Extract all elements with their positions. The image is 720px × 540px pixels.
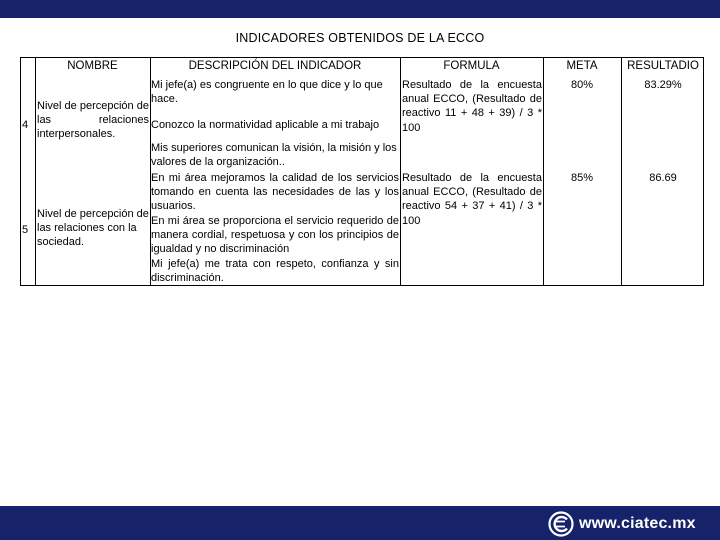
indicator-result: 86.69 [649, 172, 677, 184]
indicator-description-item: Mis superiores comunican la visión, la misión y los valores de la organización.. [151, 142, 397, 169]
header-descripcion: DESCRIPCIÓN DEL INDICADOR [188, 60, 362, 72]
indicator-formula: Resultado de la encuesta anual ECCO, (Resultado de reactivo 11 + 48 + 39) / 3 * 100 [402, 79, 542, 134]
indicator-goal: 85% [570, 172, 594, 184]
footer-brand[interactable] [548, 511, 696, 537]
indicators-table [20, 57, 704, 286]
row-number: 5 [22, 224, 29, 236]
indicator-name: Nivel de percepción de las relaciones interpersonales. [37, 100, 149, 141]
indicator-goal: 80% [570, 79, 594, 91]
page-title: INDICADORES OBTENIDOS DE LA ECCO [235, 31, 485, 45]
column-divider [400, 58, 401, 285]
indicator-description-item: En mi área mejoramos la calidad de los servicios tomando en cuenta las necesidades de las y los usuarios. [151, 172, 399, 213]
header-nombre: NOMBRE [67, 60, 118, 72]
row-number: 4 [22, 119, 29, 131]
top-banner [0, 0, 720, 18]
header-formula: FORMULA [443, 60, 500, 72]
header-resultado: RESULTADIO [627, 60, 699, 72]
indicator-description-item: Mi jefe(a) es congruente en lo que dice y lo que hace. [151, 79, 383, 106]
indicator-description-item: En mi área se proporciona el servicio requerido de manera cordial, respetuosa y con los principios de igualdad y no discriminación [151, 215, 399, 256]
indicator-description-item: Mi jefe(a) me trata con respeto, confianza y sin discriminación. [151, 258, 399, 285]
indicator-description-item: Conozco la normatividad aplicable a mi trabajo [151, 119, 380, 131]
ciatec-logo-icon [548, 511, 574, 537]
indicator-formula: Resultado de la encuesta anual ECCO, (Resultado de reactivo 54 + 37 + 41) / 3 * 100 [402, 172, 542, 227]
indicator-name: Nivel de percepción de las relaciones con la sociedad. [37, 208, 149, 249]
indicator-result: 83.29% [644, 79, 682, 91]
website-link[interactable]: www.ciatec.mx [579, 515, 696, 532]
header-meta: META [566, 60, 598, 72]
column-divider [35, 58, 36, 285]
